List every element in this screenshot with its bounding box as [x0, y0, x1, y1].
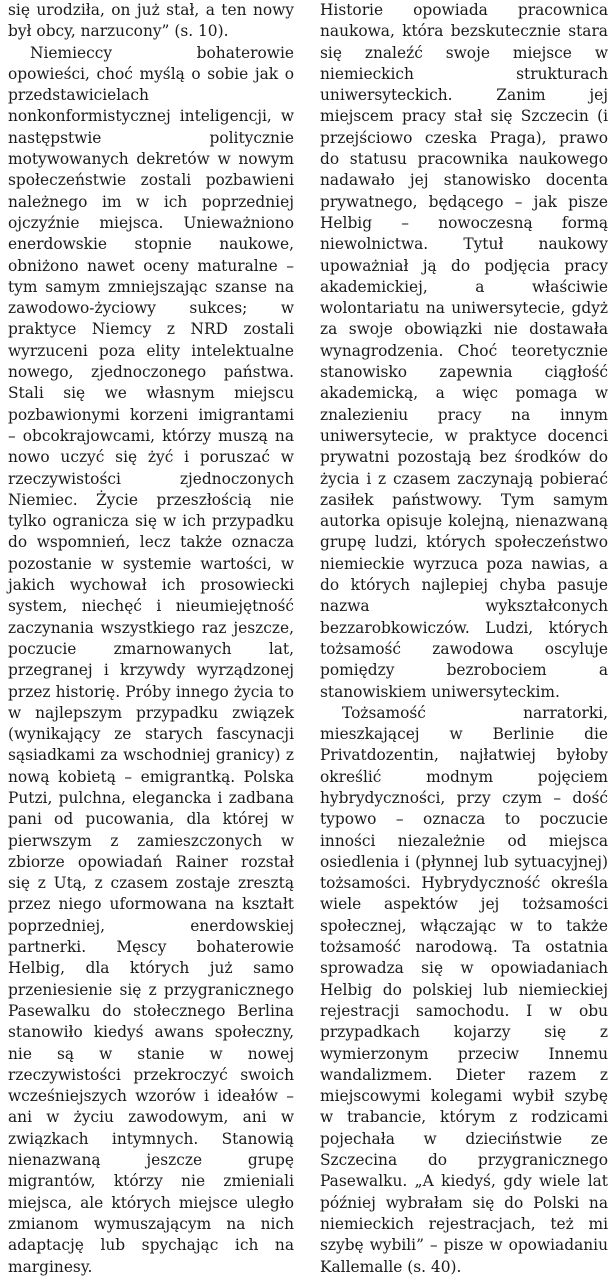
paragraph: Tożsamość narratorki, mieszkającej w Berlinie die Privatdozentin, najłatwiej byłoby określić modnym pojęciem hybrydyczności, przy czym – dość typowo – oznacza to poczucie inności niezależnie od miejsca osiedlenia i (płynnej lub sytuacyjnej) tożsamości. Hybrydyczność określa wiele aspektów jej tożsamości społecznej, włączając w to także tożsamość narodową. Ta ostatnia sprowadza się w opowiadaniach Helbig do polskiej lub niemieckiej rejestracji samochodu. I w obu przypadkach kojarzy się z wymierzonym przeciw Innemu wandalizmem. Dieter razem z miejscowymi kolegami wybił szybę w trabancie, którym z rodzicami pojechała w dzieciństwie ze Szczecina do przygranicznego Pasewalku. „A kiedyś, gdy wiele lat później wybrałam się do Polski na niemieckich rejestracjach, też mi szybę wybili” – pisze w opowiadaniu Kallemalle (s. 40).: [320, 703, 608, 1276]
paragraph: Niemieccy bohaterowie opowieści, choć myślą o sobie jak o przedstawicielach nonkonformistycznej inteligencji, w następstwie politycznie motywowanych dekretów w nowym społeczeństwie zostali pozbawieni należnego im w ich poprzedniej ojczyźnie miejsca. Unieważniono enerdowskie stopnie naukowe, obniżono nawet oceny maturalne – tym samym zmniejszając szanse na zawodowo-życiowy sukces; w praktyce Niemcy z NRD zostali wyrzuceni poza elity intelektualne nowego, zjednoczonego państwa. Stali się we własnym miejscu pozbawionymi korzeni imigrantami – obcokrajowcami, którzy muszą na nowo uczyć się żyć i poruszać w rzeczywistości zjednoczonych Niemiec. Życie przeszłością nie tylko ogranicza się w ich przypadku do wspomnień, lecz także oznacza pozostanie w systemie wartości, w jakich wychował ich prosowiecki system, niechęć i nieumiejętność zaczynania wszystkiego raz jeszcze, poczucie zmarnowanych lat, przegranej i krzywdy wyrządzonej przez historię. Próby innego życia to w najlepszym przypadku związek (wynikający ze starych fascynacji sąsiadkami za wschodniej granicy) z nową kobietą – emigrantką. Polska Putzi, pulchna, elegancka i zadbana pani od pucowania, dla której w pierwszym z zamieszczonych w zbiorze opowiadań Rainer rozstał się z Utą, z czasem zostaje zresztą przez niego uformowana na kształt poprzedniej, enerdowskiej partnerki. Męscy bohaterowie Helbig, dla których już samo przeniesienie się z przygranicznego Pasewalku do stołecznego Berlina stanowiło kiedyś awans społeczny, nie są w stanie w nowej rzeczywistości przekroczyć swoich wcześniejszych wzorów i ideałów – ani w życiu zawodowym, ani w związkach intymnych. Stanowią nienazwaną jeszcze grupę migrantów, którzy nie zmieniali miejsca, ale których miejsce uległo zmianom wymuszającym na nich adaptację lub spychając ich na marginesy.: [8, 43, 294, 1276]
left-column: [8, 0, 294, 1278]
paragraph: się urodziła, on już stał, a ten nowy był obcy, narzucony” (s. 10).: [8, 1, 294, 41]
paragraph: Historie opowiada pracownica naukowa, która bezskutecznie stara się znaleźć swoje miejsce w niemieckich strukturach uniwersyteckich. Zanim jej miejscem pracy stał się Szczecin (i przejściowo czeska Praga), prawo do statusu pracownika naukowego nadawało jej stanowisko docenta prywatnego, będącego – jak pisze Helbig – nowoczesną formą niewolnictwa. Tytuł naukowy upoważniał ją do podjęcia pracy akademickiej, a właściwie wolontariatu na uniwersytecie, gdyż za swoje obowiązki nie dostawała wynagrodzenia. Choć teoretycznie stanowisko zapewnia ciągłość akademicką, a więc pomaga w znalezieniu pracy na innym uniwersytecie, w praktyce docenci prywatni pozostają bez środków do życia i z czasem zaczynają pobierać zasiłek państwowy. Tym samym autorka opisuje kolejną, nienazwaną grupę ludzi, których społeczeństwo niemieckie wyrzuca poza nawias, a do których najlepiej chyba pasuje nazwa wykształconych bezzarobkowiczów. Ludzi, których tożsamość zawodowa oscyluje pomiędzy bezrobociem a stanowiskiem uniwersyteckim.: [320, 1, 608, 701]
right-column: [320, 0, 608, 1278]
